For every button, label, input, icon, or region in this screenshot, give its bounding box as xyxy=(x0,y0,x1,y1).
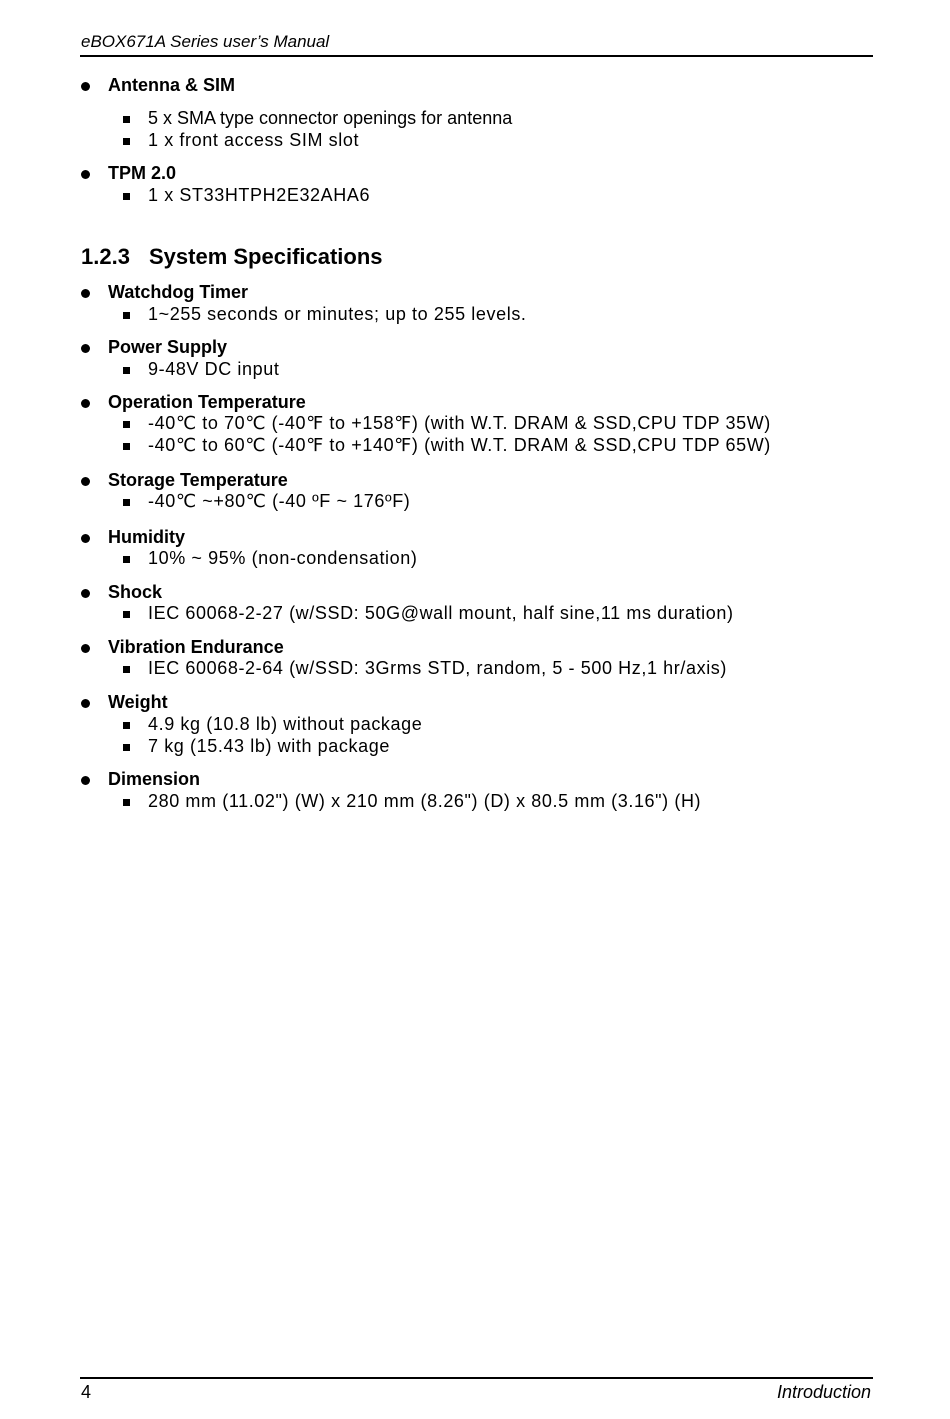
spec-title: Humidity xyxy=(108,527,186,547)
square-bullet xyxy=(123,556,130,563)
square-bullet xyxy=(123,116,130,123)
header-rule xyxy=(80,55,873,57)
square-bullet xyxy=(123,367,130,374)
bullet-dot xyxy=(81,534,90,543)
spec-title: Storage Temperature xyxy=(108,470,288,490)
section-heading xyxy=(81,244,383,270)
bullet-dot xyxy=(81,82,90,91)
spec-title: Power Supply xyxy=(108,337,228,357)
square-bullet xyxy=(123,421,130,428)
square-bullet xyxy=(123,722,130,729)
spec-item: 1~255 seconds or minutes; up to 255 levels. xyxy=(148,304,527,324)
bullet-dot xyxy=(81,477,90,486)
spec-title: Shock xyxy=(108,582,163,602)
spec-item: 280 mm (11.02") (W) x 210 mm (8.26") (D) x 80.5 mm (3.16") (H) xyxy=(148,791,702,811)
square-bullet xyxy=(123,611,130,618)
square-bullet xyxy=(123,799,130,806)
section-number: 1.2.3 xyxy=(81,244,130,269)
spec-title: Dimension xyxy=(108,769,201,789)
spec-item: 1 x front access SIM slot xyxy=(148,130,360,150)
square-bullet xyxy=(123,499,130,506)
spec-item: 10% ~ 95% (non-condensation) xyxy=(148,548,418,568)
spec-item: 7 kg (15.43 lb) with package xyxy=(148,736,390,756)
spec-item: 9-48V DC input xyxy=(148,359,280,379)
spec-title: Weight xyxy=(108,692,168,712)
page-header-title: eBOX671A Series user’s Manual xyxy=(81,32,330,51)
spec-item: IEC 60068-2-27 (w/SSD: 50G@wall mount, half sine,11 ms duration) xyxy=(148,603,734,623)
spec-item: 1 x ST33HTPH2E32AHA6 xyxy=(148,185,371,205)
bullet-dot xyxy=(81,399,90,408)
bullet-dot xyxy=(81,699,90,708)
square-bullet xyxy=(123,312,130,319)
spec-title: TPM 2.0 xyxy=(108,163,177,183)
spec-title: Vibration Endurance xyxy=(108,637,284,657)
page-number: 4 xyxy=(81,1382,92,1402)
bullet-dot xyxy=(81,644,90,653)
square-bullet xyxy=(123,138,130,145)
square-bullet xyxy=(123,193,130,200)
spec-item: -40℃ to 60℃ (-40℉ to +140℉) (with W.T. DRAM & SSD,CPU TDP 65W) xyxy=(148,435,771,455)
spec-item: 4.9 kg (10.8 lb) without package xyxy=(148,714,423,734)
spec-item: -40℃ to 70℃ (-40℉ to +158℉) (with W.T. DRAM & SSD,CPU TDP 35W) xyxy=(148,413,771,433)
footer-rule xyxy=(80,1377,873,1379)
spec-title: Operation Temperature xyxy=(108,392,306,412)
chapter-title: Introduction xyxy=(776,1382,871,1402)
bullet-dot xyxy=(81,776,90,785)
section-title: System Specifications xyxy=(149,244,383,269)
square-bullet xyxy=(123,666,130,673)
bullet-dot xyxy=(81,344,90,353)
square-bullet xyxy=(123,744,130,751)
spec-title: Antenna & SIM xyxy=(108,75,236,95)
spec-title: Watchdog Timer xyxy=(108,282,249,302)
square-bullet xyxy=(123,443,130,450)
bullet-dot xyxy=(81,170,90,179)
spec-item: 5 x SMA type connector openings for antenna xyxy=(148,108,513,128)
spec-item: IEC 60068-2-64 (w/SSD: 3Grms STD, random, 5 - 500 Hz,1 hr/axis) xyxy=(148,658,727,678)
spec-item: -40℃ ~+80℃ (-40 ºF ~ 176ºF) xyxy=(148,491,411,511)
bullet-dot xyxy=(81,589,90,598)
bullet-dot xyxy=(81,289,90,298)
